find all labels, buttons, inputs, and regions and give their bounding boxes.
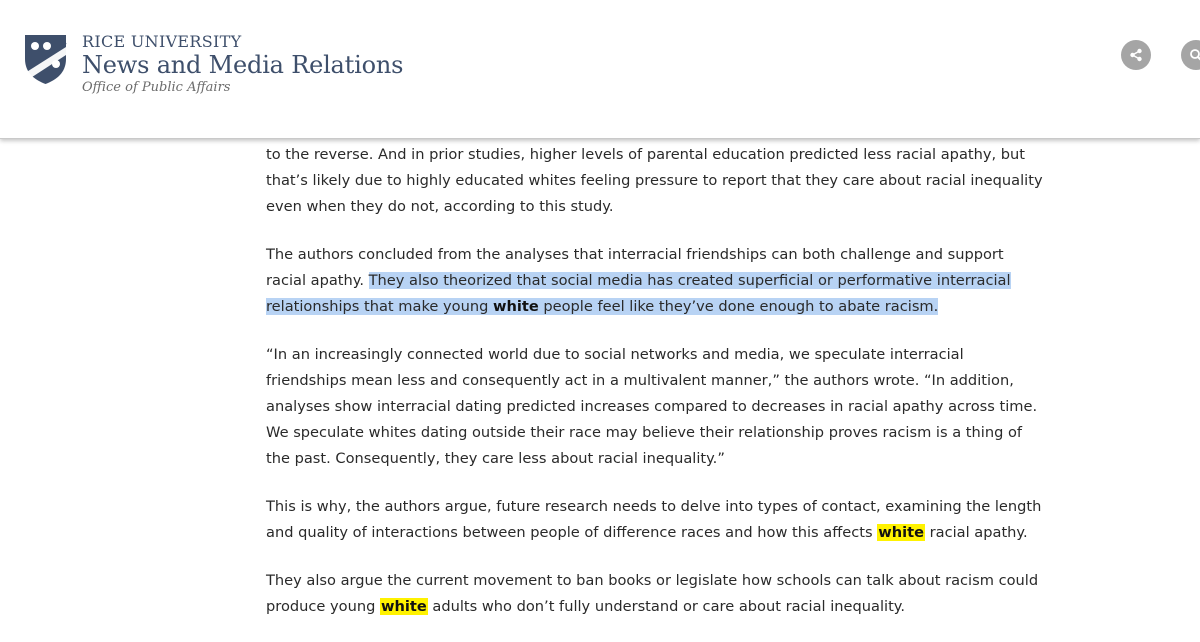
paragraph-3: “In an increasingly connected world due to social networks and media, we speculate interracial friendships mean less and consequently act in a multivalent manner,” the authors wrote. “In addition, analyses show interracial dating predicted increases compared to decreases in racial apathy across time. We speculate whites dating outside their race may believe their relationship proves racism is a thing of the past. Consequently, they care less about racial inequality.” bbox=[266, 346, 1038, 467]
keyword-white: white bbox=[492, 298, 539, 315]
paragraph-4 bbox=[266, 494, 1046, 546]
paragraph-1: to the reverse. And in prior studies, higher levels of parental education predicted less racial apathy, but that’s likely due to highly educated whites feeling pressure to report that they care about racial inequality even when they do not, according to this study. bbox=[266, 146, 1043, 215]
p5-text-end: adults who don’t fully understand or care about racial inequality. bbox=[427, 598, 905, 615]
department-name: News and Media Relations bbox=[82, 51, 404, 79]
university-name: RICE UNIVERSITY bbox=[82, 32, 242, 51]
p5-text: They also argue the current movement to ban books or legislate how schools can talk about racism could produce young bbox=[266, 572, 1039, 615]
search-icon bbox=[1189, 48, 1200, 62]
p4-text-end: racial apathy. bbox=[925, 524, 1028, 541]
selected-text: They also theorized that social media has created superficial or performative interracial relationships that make young bbox=[266, 272, 1011, 315]
share-button[interactable] bbox=[1121, 40, 1151, 70]
paragraph-5 bbox=[266, 568, 1046, 620]
search-button[interactable] bbox=[1181, 40, 1200, 70]
selected-text: people feel like they’ve done enough to abate racism. bbox=[538, 298, 939, 315]
shield-logo-icon[interactable] bbox=[23, 33, 68, 85]
highlight-white: white bbox=[878, 524, 925, 541]
paragraph-2 bbox=[266, 242, 1046, 320]
highlight-white: white bbox=[381, 598, 427, 615]
p4-text: This is why, the authors argue, future research needs to delve into types of contact, examining the length and quality of interactions between people of difference races and how this affects bbox=[266, 498, 1042, 541]
p2-text: The authors concluded from the analyses that interracial friendships can both challenge and support racial apathy. bbox=[266, 246, 1004, 289]
brand[interactable] bbox=[82, 32, 403, 97]
article-body bbox=[266, 142, 1046, 642]
office-name: Office of Public Affairs bbox=[82, 80, 231, 95]
share-icon bbox=[1129, 48, 1143, 62]
site-header bbox=[0, 0, 1200, 139]
text-selection[interactable] bbox=[266, 272, 1011, 315]
